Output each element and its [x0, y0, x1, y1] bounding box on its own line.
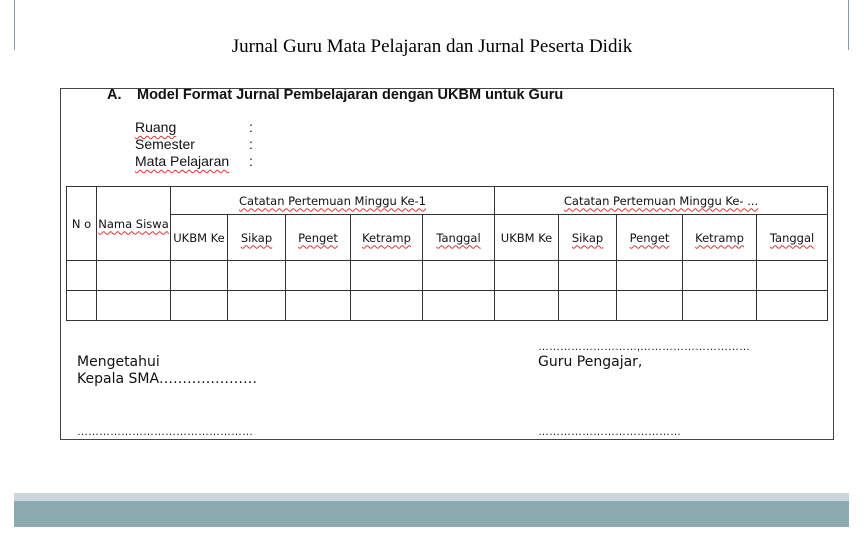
table-cell [617, 291, 683, 321]
signature-right-line1: Guru Pengajar, [538, 354, 643, 370]
signature-right-dots: ………………………………… [538, 426, 681, 438]
table-header-penget-1 [286, 215, 351, 261]
table-cell [228, 291, 286, 321]
table-cell [171, 291, 228, 321]
header-ketramp-1-text: Ketramp [362, 230, 411, 245]
table-cell [351, 291, 423, 321]
table-cell [495, 261, 559, 291]
signature-left-line1: Mengetahui [77, 354, 160, 370]
table-cell [495, 291, 559, 321]
info-label-ruang: Ruang [135, 119, 177, 135]
table-cell [683, 261, 757, 291]
table-cell [559, 261, 617, 291]
table-cell [683, 291, 757, 321]
table-cell [286, 261, 351, 291]
footer-band-light [14, 493, 849, 501]
signature-left-line2: Kepala SMA………………… [77, 371, 258, 387]
table-row [67, 261, 828, 291]
table-header-ketramp-1 [351, 215, 423, 261]
table-cell [423, 291, 495, 321]
header-no-text: N o [71, 216, 92, 231]
header-ukbm-2-text: UKBM Ke [500, 230, 553, 245]
header-ketramp-2-text: Ketramp [695, 230, 744, 245]
table-cell [617, 261, 683, 291]
info-label-semester: Semester [135, 136, 195, 152]
journal-document [60, 88, 834, 440]
info-colon-mata-pelajaran: : [249, 153, 253, 169]
table-header-ukbm-ke-2 [495, 215, 559, 261]
table-cell [97, 291, 171, 321]
header-group-2-text: Catatan Pertemuan Minggu Ke- ... [563, 193, 759, 208]
header-tanggal-1-text: Tanggal [436, 230, 481, 245]
header-group-1-text: Catatan Pertemuan Minggu Ke-1 [239, 193, 427, 208]
slide-title: Jurnal Guru Mata Pelajaran dan Jurnal Peserta Didik [231, 36, 633, 57]
place-date-line: ………………………,………………………… [538, 341, 751, 353]
table-cell [757, 291, 828, 321]
header-sikap-1-text: Sikap [240, 230, 273, 245]
info-label-mata-pelajaran: Mata Pelajaran [135, 153, 230, 169]
header-tanggal-2-text: Tanggal [769, 230, 815, 245]
table-header-ketramp-2 [683, 215, 757, 261]
header-penget-2-text: Penget [629, 230, 670, 245]
table-header-nama-siswa [97, 187, 171, 261]
info-colon-semester: : [249, 136, 253, 152]
table-header-sikap-1 [228, 215, 286, 261]
section-letter: A. [107, 88, 122, 103]
table-cell [228, 261, 286, 291]
section-heading [107, 88, 563, 103]
table-header-no [67, 187, 97, 261]
table-header-sikap-2 [559, 215, 617, 261]
footer-band-dark [14, 501, 849, 527]
header-penget-1-text: Penget [298, 230, 338, 245]
header-ukbm-1-text: UKBM Ke [173, 230, 225, 245]
table-cell [97, 261, 171, 291]
signature-left-dots: ………………………………………… [77, 426, 253, 438]
table-cell [67, 261, 97, 291]
table-cell [757, 261, 828, 291]
header-nama-siswa-text: Nama Siswa [98, 216, 169, 231]
table-header-tanggal-1 [423, 215, 495, 261]
table-header-group-2 [495, 187, 828, 215]
section-title: Model Format Jurnal Pembelajaran dengan UKBM untuk Guru [137, 88, 564, 103]
table-cell [423, 261, 495, 291]
table-body [67, 261, 828, 321]
header-sikap-2-text: Sikap [571, 230, 604, 245]
table-cell [286, 291, 351, 321]
journal-table [66, 186, 828, 321]
table-cell [351, 261, 423, 291]
table-cell [67, 291, 97, 321]
table-row [67, 291, 828, 321]
table-cell [171, 261, 228, 291]
table-header-penget-2 [617, 215, 683, 261]
table-header-group-1 [171, 187, 495, 215]
info-colon-ruang: : [249, 119, 253, 135]
table-cell [559, 291, 617, 321]
table-header-tanggal-2 [757, 215, 828, 261]
table-header-ukbm-ke-1 [171, 215, 228, 261]
